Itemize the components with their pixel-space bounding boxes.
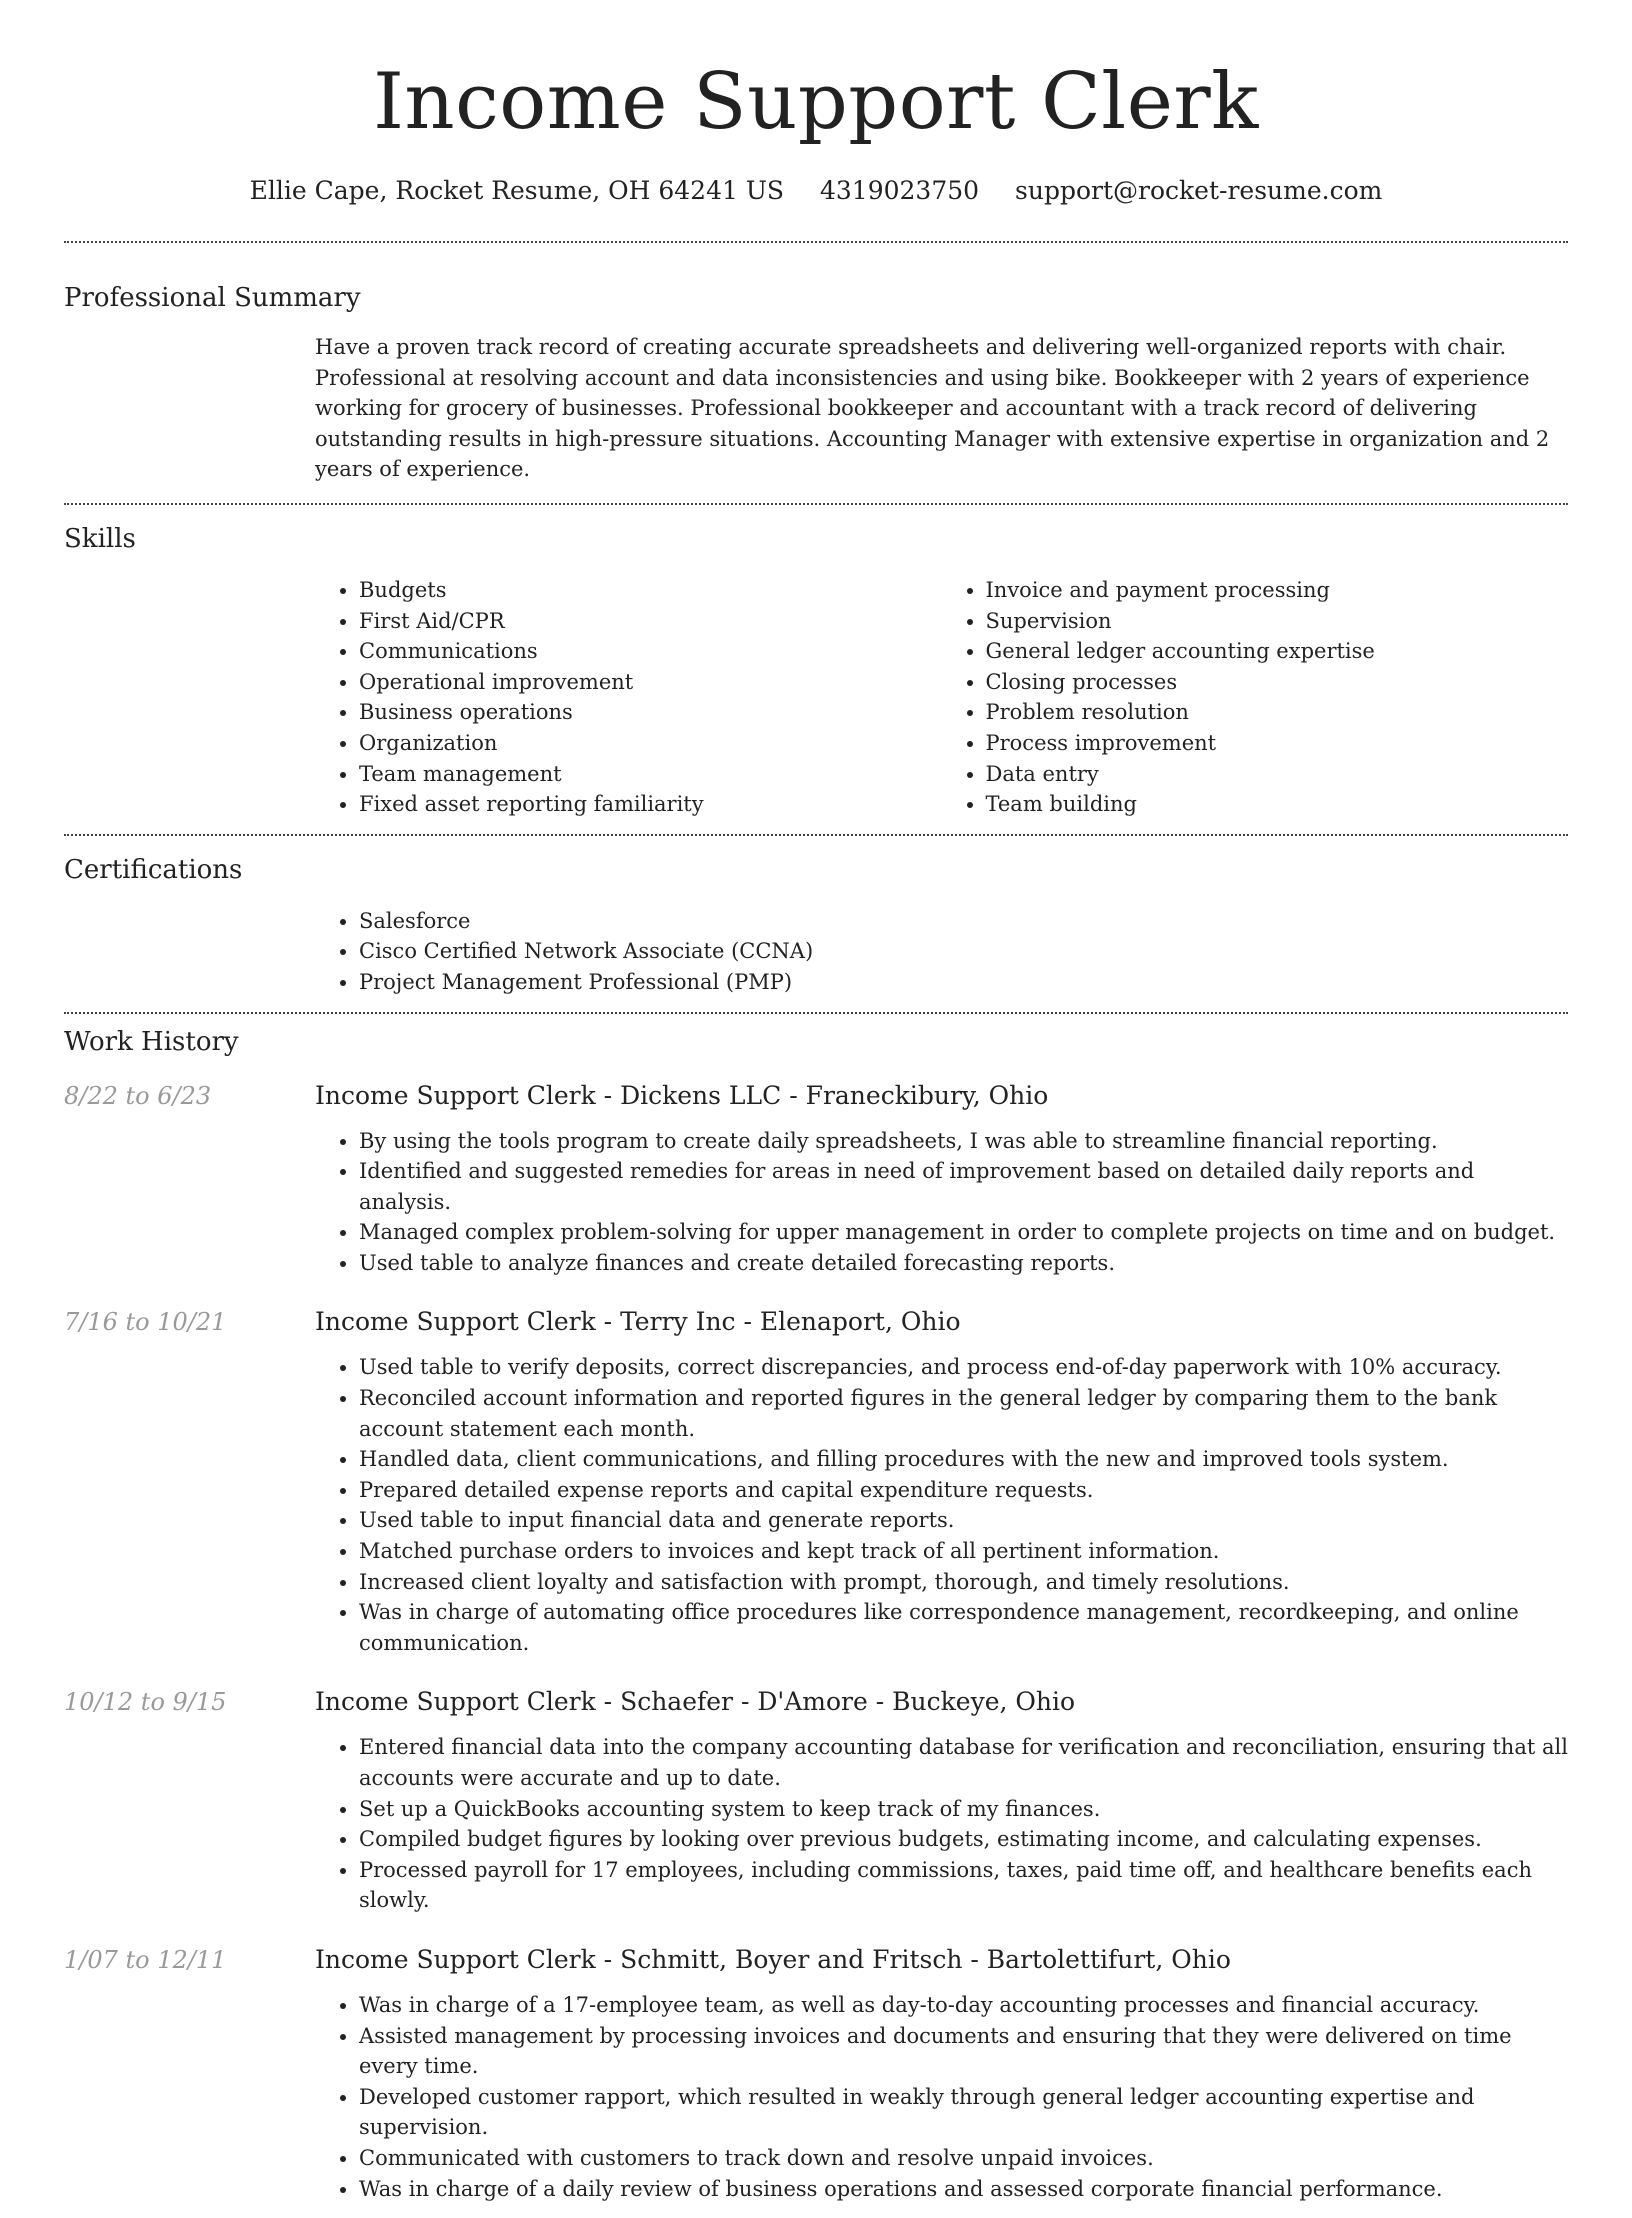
certifications-section [64, 836, 1568, 1012]
skill-item: • Invoice and payment processing [986, 575, 1569, 606]
job-dates: 8/22 to 6/23 [64, 1078, 315, 1279]
job-bullet: • Increased client loyalty and satisfaction with prompt, thorough, and timely resolutions. [359, 1567, 1568, 1598]
job-bullet: • Matched purchase orders to invoices and kept track of all pertinent information. [359, 1536, 1568, 1567]
skills-list-right [942, 575, 1569, 820]
job-bullets [315, 1990, 1568, 2204]
job-entry [64, 1684, 1568, 1916]
certification-item: • Project Management Professional (PMP) [359, 967, 1568, 998]
contact-address: Ellie Cape, Rocket Resume, OH 64241 US [250, 176, 784, 205]
job-bullet: • Handled data, client communications, and filling procedures with the new and improved tools system. [359, 1444, 1568, 1475]
job-bullet: • Developed customer rapport, which resulted in weakly through general ledger accounting expertise and supervision. [359, 2082, 1568, 2143]
certification-item: • Salesforce [359, 906, 1568, 937]
skill-item: • Communications [359, 636, 942, 667]
job-dates: 10/12 to 9/15 [64, 1684, 315, 1916]
skill-item: • Team building [986, 789, 1569, 820]
job-entry [64, 1078, 1568, 1279]
job-bullet: • Used table to analyze finances and create detailed forecasting reports. [359, 1248, 1568, 1279]
job-title: Income Support Clerk - Schmitt, Boyer and Fritsch - Bartolettifurt, Ohio [315, 1942, 1568, 1978]
job-title: Income Support Clerk - Terry Inc - Elenaport, Ohio [315, 1304, 1568, 1340]
skills-list-left [315, 575, 942, 820]
contact-email[interactable]: support@rocket-resume.com [1015, 176, 1382, 205]
job-bullet: • Was in charge of a daily review of business operations and assessed corporate financial performance. [359, 2174, 1568, 2205]
job-bullet: • Reconciled account information and reported figures in the general ledger by comparing them to the bank account statement each month. [359, 1383, 1568, 1444]
job-dates: 1/07 to 12/11 [64, 1942, 315, 2204]
certifications-list [315, 906, 1568, 998]
job-entry [64, 1942, 1568, 2204]
certification-item: • Cisco Certified Network Associate (CCNA) [359, 936, 1568, 967]
job-bullet: • Communicated with customers to track down and resolve unpaid invoices. [359, 2143, 1568, 2174]
job-bullet: • Entered financial data into the company accounting database for verification and reconciliation, ensuring that all accounts were accurate and up to date. [359, 1732, 1568, 1793]
resume-title: Income Support Clerk [64, 0, 1568, 152]
job-bullet: • Used table to verify deposits, correct discrepancies, and process end-of-day paperwork with 10% accuracy. [359, 1352, 1568, 1383]
contact-phone[interactable]: 4319023750 [820, 176, 979, 205]
skill-item: • Closing processes [986, 667, 1569, 698]
skill-item: • Team management [359, 759, 942, 790]
summary-heading: Professional Summary [64, 280, 1568, 316]
job-bullets [315, 1732, 1568, 1916]
job-bullet: • Processed payroll for 17 employees, including commissions, taxes, paid time off, and healthcare benefits each slowly. [359, 1855, 1568, 1916]
skill-item: • Budgets [359, 575, 942, 606]
skill-item: • Process improvement [986, 728, 1569, 759]
job-bullet: • Set up a QuickBooks accounting system to keep track of my finances. [359, 1794, 1568, 1825]
job-bullets [315, 1352, 1568, 1658]
job-dates: 7/16 to 10/21 [64, 1304, 315, 1658]
job-bullet: • Managed complex problem-solving for upper management in order to complete projects on time and on budget. [359, 1217, 1568, 1248]
skill-item: • Data entry [986, 759, 1569, 790]
skill-item: • Organization [359, 728, 942, 759]
skill-item: • First Aid/CPR [359, 606, 942, 637]
job-bullet: • Identified and suggested remedies for areas in need of improvement based on detailed daily reports and analysis. [359, 1156, 1568, 1217]
skills-section [64, 505, 1568, 834]
skill-item: • Operational improvement [359, 667, 942, 698]
job-bullet: • By using the tools program to create daily spreadsheets, I was able to streamline financial reporting. [359, 1126, 1568, 1157]
job-entry [64, 1304, 1568, 1658]
job-bullet: • Was in charge of a 17-employee team, as well as day-to-day accounting processes and financial accuracy. [359, 1990, 1568, 2021]
skill-item: • Business operations [359, 697, 942, 728]
certifications-heading: Certifications [64, 852, 1568, 888]
contact-info [64, 174, 1568, 208]
job-bullet: • Used table to input financial data and generate reports. [359, 1505, 1568, 1536]
job-bullet: • Was in charge of automating office procedures like correspondence management, recordkeeping, and online communication. [359, 1597, 1568, 1658]
job-bullet: • Prepared detailed expense reports and capital expenditure requests. [359, 1475, 1568, 1506]
skill-item: • General ledger accounting expertise [986, 636, 1569, 667]
job-bullet: • Assisted management by processing invoices and documents and ensuring that they were delivered on time every time. [359, 2021, 1568, 2082]
work-history-heading: Work History [64, 1024, 1568, 1060]
job-bullets [315, 1126, 1568, 1279]
skill-item: • Fixed asset reporting familiarity [359, 789, 942, 820]
skill-item: • Supervision [986, 606, 1569, 637]
work-history-section [64, 1014, 1568, 2218]
job-title: Income Support Clerk - Dickens LLC - Franeckibury, Ohio [315, 1078, 1568, 1114]
summary-section [64, 243, 1568, 503]
job-bullet: • Compiled budget figures by looking over previous budgets, estimating income, and calculating expenses. [359, 1824, 1568, 1855]
job-title: Income Support Clerk - Schaefer - D'Amore - Buckeye, Ohio [315, 1684, 1568, 1720]
skill-item: • Problem resolution [986, 697, 1569, 728]
summary-text: Have a proven track record of creating accurate spreadsheets and delivering well-organized reports with chair. Professional at resolving account and data inconsistencies and using bike. Bookkeeper with 2 years of experience working for grocery of businesses. Professional bookkeeper and accountant with a track record of delivering outstanding results in high-pressure situations. Accounting Manager with extensive expertise in organization and 2 years of experience. [315, 332, 1568, 485]
skills-heading: Skills [64, 521, 1568, 557]
skills-grid [315, 575, 1568, 820]
